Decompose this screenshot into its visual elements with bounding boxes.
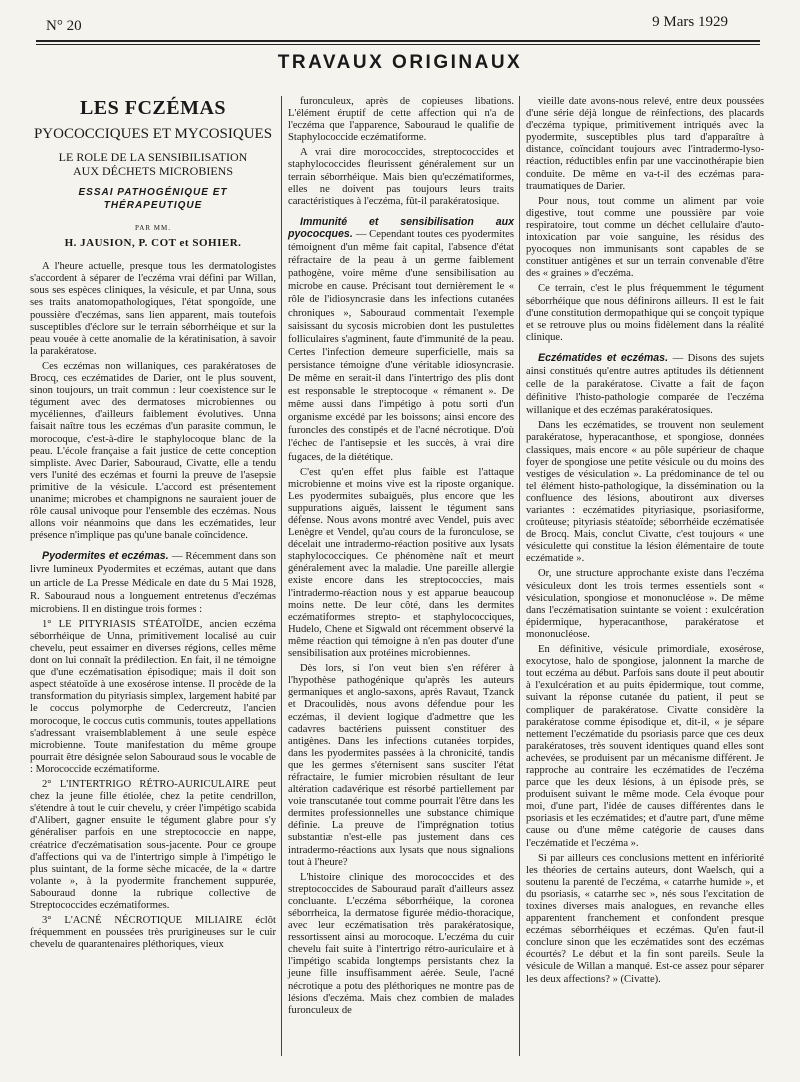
paragraph: En définitive, vésicule primordiale, exosérose, exocytose, halo de spongiose, jalonnent la marche de tout eczéma au début. Parfois sans doute il peut aboutir à l'exulcération et au puits épidermique, tout comme, suivant la réponse cutanée du patient, il peut se compliquer de parakératose. Civatte considère la parakératose comme épisodique et, dit-il, « je sépare nettement l'eczématide du psoriasis parce que ces deux parakératoses, très souvent identiques quand elles sont achevées, se produisent par un mécanisme différent. Je rapproche au contraire les eczématides de l'eczéma parce que les deux lésions, à un épisode près, se produisent suivant le même mode. Cela évoque pour moi, d'une part, l'idée de causes différentes dans le psoriasis et les eczématides; et d'autre part, d'une même cause ou d'une même catégorie de causes dans l'eczématide et l'eczéma ».: [526, 644, 764, 849]
column-divider: [281, 96, 282, 1056]
byline-prefix: PAR MM.: [135, 224, 171, 232]
paragraph: C'est qu'en effet plus faible est l'attaque microbienne et moins vive est la riposte organique. Les pyodermites subaiguës, plus encore que les suppurations aiguës, laissent le tégument sans défense. Nous avons montré avec Vendel, puis avec Lenègre et Vendel, qu'au cours de la furonculose, se décelait une intradermo-réaction positive aux lysats staphylococciques. Ce phénomène naît et meurt généralement avec la maladie. Une pareille allergie existe encore dans les streptococcies, mais l'intradermo-réaction nous y est apparue beaucoup moins nette. De leur côté, dans les dermites eczématiformes strepto- et staphylococciques, Hudelo, Chene et Sigwald ont récemment observé la même réaction qui témoigne à n'en pas douter d'une sensibilisation aux protéines microbiennes.: [288, 466, 514, 660]
issue-number: N° 20: [46, 18, 82, 34]
paragraph: vieille date avons-nous relevé, entre deux poussées d'une série déjà longue de réinfections, des placards d'eczéma typique, primitivement intriqués avec la pyodermite, susceptibles plus tard d'apparaître à distance, coïncidant toujours avec l'intradermo-lyso-réaction, réductibles enfin par une vaccinothérapie bien conduite. De même en va-t-il des eczémas para-traumatiques de Darier.: [526, 96, 764, 192]
section-heading: [526, 352, 764, 417]
issue-date: 9 Mars 1929: [652, 14, 728, 30]
header-rule-thin: [36, 44, 760, 45]
article-title: LES FCZÉMAS: [79, 97, 227, 119]
column-right: [526, 96, 764, 989]
paragraph: Si par ailleurs ces conclusions mettent en infériorité les théories de certains auteurs, dont Waelsch, qui a soutenu la parenté de l'eczéma, « catarrhe humide », et du psoriasis, « catarrhe sec », nés sous l'excitation de toxines diverses mais analogues, en revanche elles apparentent franchement et confondent presque eczémas séborrhéiques et eczémas. Qu'en faut-il conclure sinon que les eczématides sont des eczémas écourtés? Le début et la fin sont pareils. Seule la vésicule de Willan a manqué. Est-ce assez pour séparer les deux affections? » (Civatte).: [526, 852, 764, 985]
header-rule: [36, 40, 760, 42]
article-authors: H. JAUSION, P. COT et SOHIER.: [64, 237, 242, 250]
paragraph: 1° LE PITYRIASIS STÉATOÏDE, ancien eczéma séborrhéique de Unna, primitivement localisé au cuir chevelu, peut essaimer en diverses régions, celles même dont on lui connaît la prédilection. En fait, il ne témoigne que d'une eczématisation épisodique; mais il doit son aspect stéatoïde à une exosérose intense. Il procède de la transformation du pityriasis simplex, largement habité par le coccus polymorphe de Cedercreutz, l'ancien morocoque, le coccus cutis communis, toutes appellations s'adressant vraisemblablement à une seule espèce microbienne. Toute manifestation du même groupe pourrait être désignée selon Sabouraud sous le vocable de : Morococcide eczématiforme.: [30, 618, 276, 775]
column-left: [30, 96, 276, 954]
section-title: TRAVAUX ORIGINAUX: [277, 52, 523, 73]
section-heading-text: Immunité et sensibilisation aux pyococques.: [288, 215, 514, 240]
paragraph: Pour nous, tout comme un aliment par voie digestive, tout comme une poussière par voie respiratoire, tout comme un déchet cellulaire d'auto-intoxication par voie sanguine, les résidus des pyocoques non immunisants sont capables de se constituer antigènes et sur un terrain convenable d'être des « graines » d'eczéma.: [526, 195, 764, 280]
column-divider: [519, 96, 520, 1056]
paragraph-lead: — Récemment dans son livre lumineux Pyodermites et eczémas, autant que dans un article de La Presse Médicale en date du 5 Mai 1928, R. Sabouraud nous a longuement entretenus d'eczémas microbiens. Il en distingue trois formes :: [30, 551, 277, 615]
paragraph: Dans les eczématides, se trouvent non seulement parakératose, hyperacanthose, et spongiose, données classiques, mais encore « au pôle supérieur de chaque foyer de spongiose une petite vésicule ou du moins des vestiges de vésiculation ». La prédominance de tel ou tel élément histo-pathologique, la dissémination ou la confluence des lésions, aboutiront aux diverses variantes : eczématides pityriasique, psoriasiforme, croûteuse; pityriasis stéatoïde; séborrhéide eczématisée de Brocq. Mais, conclut Civatte, c'est toujours « une vésiculette qui constitue la lésion élémentaire de toute eczématide ».: [526, 420, 764, 565]
section-heading: [288, 216, 514, 464]
paragraph-lead: — Cependant toutes ces pyodermites témoignent d'un même fait capital, l'absence d'état réfractaire de la peau à un germe faiblement pathogène, voire même d'une sensibilisation au microbe en cause. Précisant tout dernièrement le « rôle de l'idiosyncrasie dans les infections cutanées chroniques », Sabouraud commentait l'exemple saisissant du sycosis microbien dont les pustulettes folliculaires s'agminent, faute d'immunité de la peau. Certes l'infection demeure superficielle, mais sa persistance témoigne d'une véritable idiosyncrasie. De même en serait-il dans l'intertrigo des plis dont est responsable le streptocoque « rémanent ». De même aussi dans l'impétigo à potu sorti d'un organisme excédé par les boissons; ainsi encore des furoncles des constipés et de l'acné nécrotique. D'où l'échec de l'antisepsie et les succès, à vrai dire fugaces, de la diététique.: [288, 228, 514, 463]
paragraph: L'histoire clinique des morococcides et des streptococcides de Sabouraud paraît d'ailleurs assez concluante. L'eczéma séborrhéique, la coronea séborrheica, la dermatose figurée médio-thoracique, avec leur eczématisation très parakératosique, ressortissent ainsi au morocoque. L'eczéma du cuir chevelu fait suite à l'intertrigo rétro-auriculaire et à l'impétigo scabida longtemps persistants chez la jeune fille insuffisamment aérée. Seule, l'acné nécrotique a potu des pléthoriques ne montre pas de lésions d'eczéma. Mais chez combien de malades furonculeux de: [288, 871, 514, 1016]
paragraph: furonculeux, après de copieuses libations. L'élément éruptif de cette affection qui n'a de l'eczéma que l'apparence, Sabouraud le qualifie de Staphylococcide eczématiforme.: [288, 96, 514, 144]
paragraph: 2° L'INTERTRIGO RÉTRO-AURICULAIRE peut chez la jeune fille étiolée, chez la petite cendrillon, s'étendre à tout le cuir chevelu, y créer l'impétigo scabida d'Alibert, gagner ensuite le tégument glabre pour s'y généraliser parfois en une streptococcie en nappe, créatrice d'eczématisation sous-jacente. Pour ce groupe d'affections qui va de l'intertrigo simple à l'impétigo le plus suintant, de la forme sèche micacée, de la « dartre volante », à la pyodermite franchement suppurée, Sabouraud donne la rubrique collective de Streptococcides eczématiformes.: [30, 779, 276, 911]
paragraph: Ce terrain, c'est le plus fréquemment le tégument séborrhéique que nous définirons ailleurs. Il est le fait d'une constitution dermopathique qui se conçoit typique et se retrouve plus ou moins fidèlement dans la réalité clinique.: [526, 283, 764, 343]
article-subtitle-line2: AUX DÉCHETS MICROBIENS: [72, 164, 233, 178]
article-title-block: [30, 96, 276, 249]
paragraph-lead: — Disons des sujets ainsi constitués qu'entre autres aptitudes ils détiennent celle de la parakératose. Civatte a fait de façon définitive l'histo-pathologie comparée de l'eczéma willanique et des eczémas parakératosiques.: [526, 352, 764, 417]
column-middle: [288, 96, 514, 1020]
paragraph: A l'heure actuelle, presque tous les dermatologistes s'accordent à séparer de l'eczéma vrai défini par Willan, sous ses espèces cliniques, la vésicule, et par Unna, sous ses traits anatomopathologiques, l'état spongoïde, une poussière d'eczémas, sans lien apparent, mais toutefois susceptibles d'éclore sur le terrain séborrhéique et sur la peau vouée à cette anomalie de la kératinisation, à savoir la parakératose.: [30, 261, 276, 357]
article-tagline: ESSAI PATHOGÉNIQUE ET THÉRAPEUTIQUE: [78, 187, 228, 211]
article-subtitle: LE ROLE DE LA SENSIBILISATION: [58, 150, 248, 164]
paragraph: 3° L'ACNÉ NÉCROTIQUE MILIAIRE éclôt fréquemment en poussées très prurigineuses sur le cuir chevelu de quarantenaires pléthoriques, vieux: [30, 915, 276, 951]
section-heading: [30, 550, 276, 615]
paragraph: Dès lors, si l'on veut bien s'en référer à l'hypothèse pathogénique qu'après les auteurs germaniques et anglo-saxons, après Ravaut, Tzanck et Dracoulidès, nous avons défendue pour les eczémas, il devient logique d'admettre que les cadavres bactériens puissent constituer des antigènes. Dans les infections cutanées torpides, dans les pyodermites passées à la chronicité, tandis que les germes s'éternisent sans susciter l'état réfractaire, le fumier microbien résultant de leur altération cadavérique est résorbé partiellement par voie transcutanée tout comme pourrait l'être dans les dermites professionnelles une substance chimique définie. La preuve de l'imprégnation totius substantiæ n'est-elle pas justement dans ces intradermo-réactions aux lysats que nous signalions tout à l'heure?: [288, 663, 514, 868]
paragraph: A vrai dire morococcides, streptococcides et staphylococcides fleurissent généralement sur un terrain séborrhéique. Mais bien qu'eczématiformes, elles ne doivent pas toujours leurs traits caractéristiques à l'eczéma, fût-il parakératosique.: [288, 147, 514, 207]
paragraph: Ces eczémas non willaniques, ces parakératoses de Brocq, ces eczématides de Darier, ont le plus souvent, sinon toujours, un trait commun : leur coexistence sur le tégument avec des dermatoses microbiennes ou mycéliennes, d'ailleurs faiblement évolutives. Unna faisait naître tous les eczémas d'un parasite commun, le morocoque, c'est-à-dire le staphylocoque blanc de la peau. L'école française a fait justice de cette conception simpliste. Avec Darier, Sabouraud, Civatte, elle a tendu vers l'unité des eczémas et fourni la preuve de l'asepsie primitive de la vésicule. L'accord est présentement unanime; microbes et champignons ne sauraient jouer de rôle causal univoque pour l'ensemble des eczémas. Nous allons voir néanmoins que dans les eczématides, leur présence n'implique pas qu'une banale coïncidence.: [30, 360, 276, 542]
section-heading-text: Pyodermites et eczémas.: [42, 550, 169, 563]
paragraph: Or, une structure approchante existe dans l'eczéma vésiculeux dont les trois termes essentiels sont « vésiculation, spongiose et mononucléose ». De même dans l'eczématisation suintante se voient : exulcération épidermique, hyperacanthose, parakératose et mononucléose.: [526, 568, 764, 640]
article-title-line2: PYOCOCCIQUES ET MYCOSIQUES: [33, 126, 273, 142]
section-heading-text: Eczématides et eczémas.: [538, 351, 669, 364]
